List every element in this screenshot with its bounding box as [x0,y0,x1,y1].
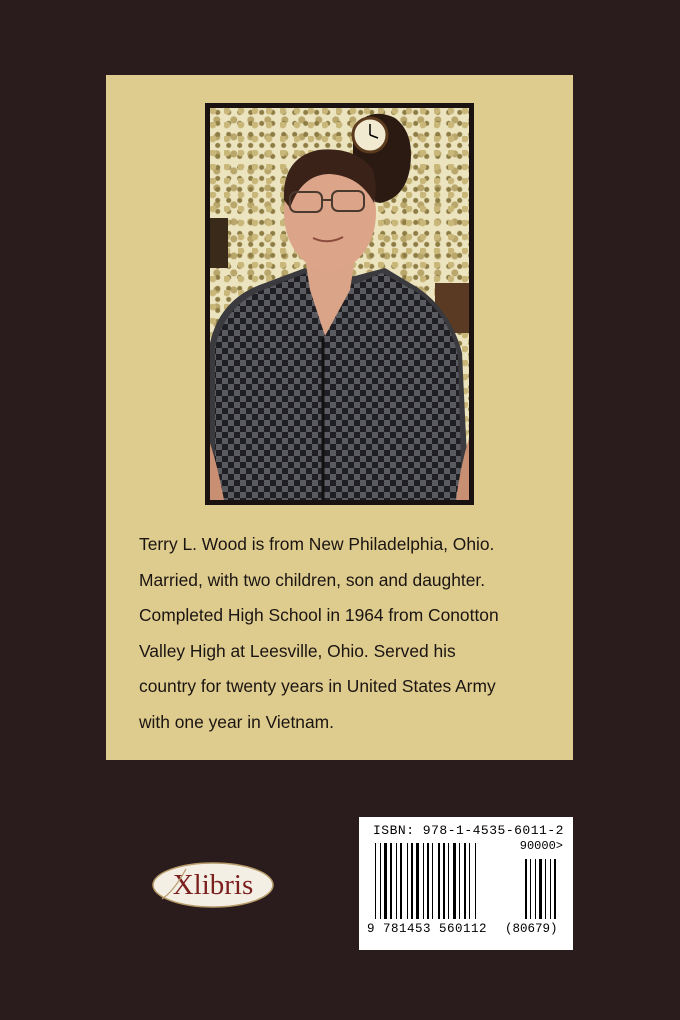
author-photo [210,108,469,500]
bio-line: Completed High School in 1964 from Conotton [139,605,499,625]
bio-line: Terry L. Wood is from New Philadelphia, Ohio. [139,534,495,554]
barcode-bar [396,843,397,919]
barcode-bar [475,843,476,919]
barcode-bar [469,843,470,919]
bio-line: Married, with two children, son and daughter. [139,569,486,590]
bio-line: country for twenty years in United States Army [139,676,496,696]
addon-bar [530,859,531,919]
logo-text: Xlibris [172,869,254,901]
barcode-bar [407,843,408,919]
author-bio [139,527,540,740]
addon-bar [539,859,542,919]
barcode-bar [427,843,429,919]
isbn-barcode-box [359,817,573,950]
addon-bar [535,859,536,919]
price-code: 90000> [519,839,563,853]
addon-bar [545,859,546,919]
barcode-bar [443,843,445,919]
barcode-bar [390,843,392,919]
barcode-bar [375,843,376,919]
barcode-bar [416,843,419,919]
author-photo-frame [205,103,474,505]
barcode-bar [423,843,424,919]
barcode-bar [384,843,387,919]
author-portrait-illustration [210,108,469,500]
bio-line: Valley High at Leesville, Ohio. Served his [139,640,456,661]
barcode-bar [432,843,433,919]
barcode-bar [448,843,449,919]
back-cover-panel [106,75,573,760]
addon-bar [525,859,527,919]
barcode-bar [400,843,402,919]
xlibris-logo [152,861,275,908]
barcode-bar [453,843,456,919]
barcode-bar [380,843,381,919]
ean-digits: 9 781453 560112 [367,922,488,936]
addon-digits: (80679) [505,922,558,936]
barcode-bar [438,843,440,919]
isbn-label: ISBN: 978-1-4535-6011-2 [373,823,564,838]
barcode-bars [375,843,567,923]
addon-bar [550,859,551,919]
barcode-bar [411,843,413,919]
bio-line: with one year in Vietnam. [139,711,334,732]
addon-bar [554,859,556,919]
barcode-bar [464,843,466,919]
barcode-bar [459,843,460,919]
